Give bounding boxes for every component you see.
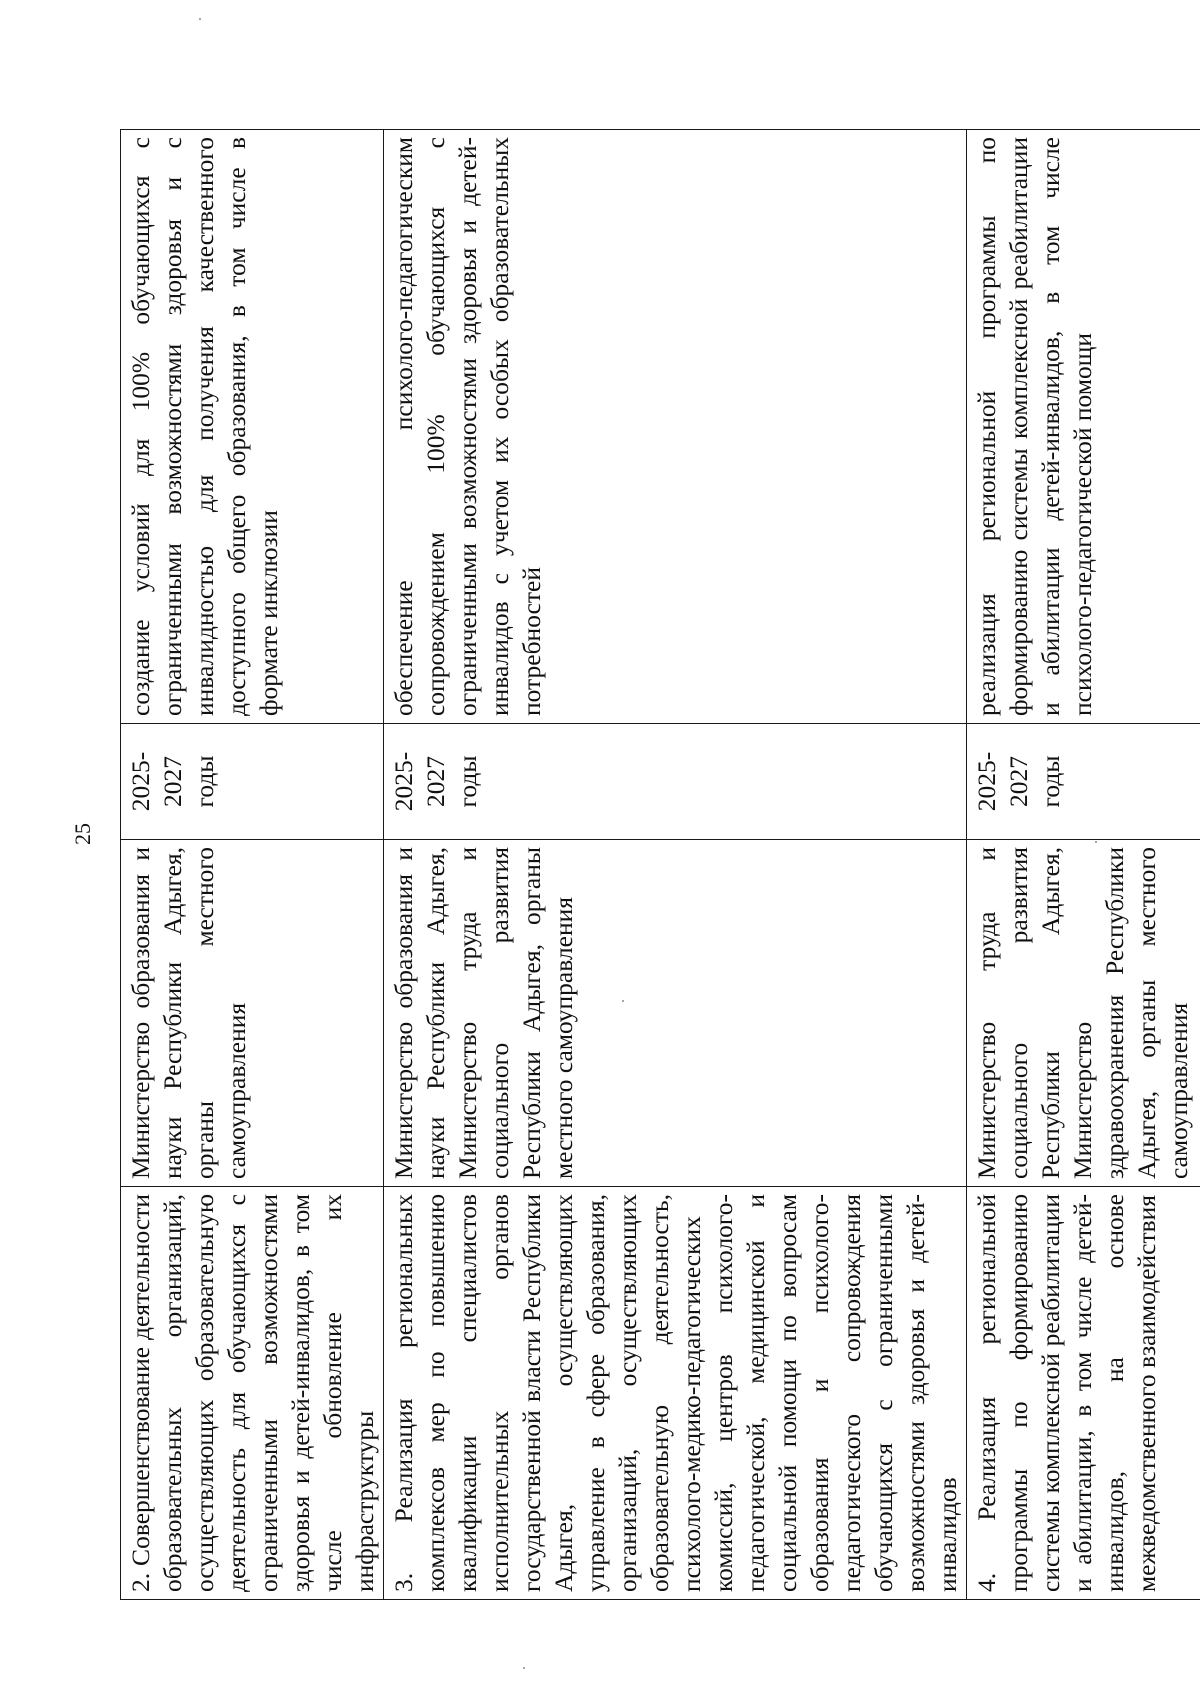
responsible-cell: Министерство труда и социального развития Республики Адыгея, Министерство здравоохранения Республики Адыгея, органы местного самоуправления: [967, 840, 1200, 1187]
scan-speck: [523, 1667, 525, 1669]
event-cell: 2. Совершенствование деятельности образовательных организаций, осуществляющих образовательную деятельность для обучающихся с ограниченными возможностями здоровья и детей-инвалидов, в том числе обновление их инфраструктуры: [121, 1187, 384, 1600]
table-row: [121, 130, 384, 1600]
table-row: [384, 130, 967, 1600]
result-cell: реализация региональной программы по формированию системы комплексной реабилитации и абилитации детей-инвалидов, в том числе психолого-педагогической помощи: [967, 130, 1200, 724]
event-cell: 3. Реализация региональных комплексов мер по повышению квалификации специалистов исполнительных органов государственной власти Республики Адыгея, осуществляющих управление в сфере образования, организаций, осуществляющих образовательную деятельность, психолого-медико-педагогических комиссий, центров психолого-педагогической, медицинской и социальной помощи по вопросам образования и психолого-педагогического сопровождения обучающихся с ограниченными возможностями здоровья и детей-инвалидов: [384, 1187, 967, 1600]
scan-speck: [199, 18, 201, 20]
responsible-cell: Министерство образования и науки Республики Адыгея, органы местного самоуправления: [121, 840, 384, 1187]
measures-table: [120, 129, 1200, 1600]
result-cell: создание условий для 100% обучающихся с ограниченными возможностями здоровья и с инвалидностью для получения качественного доступного общего образования, в том числе в формате инклюзии: [121, 130, 384, 724]
term-cell: 2025-2027 годы: [967, 724, 1200, 840]
responsible-cell: Министерство образования и науки Республики Адыгея, Министерство труда и социального развития Республики Адыгея, органы местного самоуправления: [384, 840, 967, 1187]
scan-speck: [1095, 841, 1097, 843]
result-cell: обеспечение психолого-педагогическим сопровождением 100% обучающихся с ограниченными возможностями здоровья и детей-инвалидов с учетом их особых образовательных потребностей: [384, 130, 967, 724]
scan-speck: [622, 1000, 624, 1002]
table-row: [967, 130, 1200, 1600]
event-cell: 4. Реализация региональной программы по формированию системы комплексной реабилитации и абилитации, в том числе детей-инвалидов, на основе межведомственного взаимодействия: [967, 1187, 1200, 1600]
term-cell: 2025-2027 годы: [384, 724, 967, 840]
term-cell: 2025-2027 годы: [121, 724, 384, 840]
page-number: 25: [70, 823, 95, 845]
measures-table-wrapper: [120, 130, 1193, 1600]
